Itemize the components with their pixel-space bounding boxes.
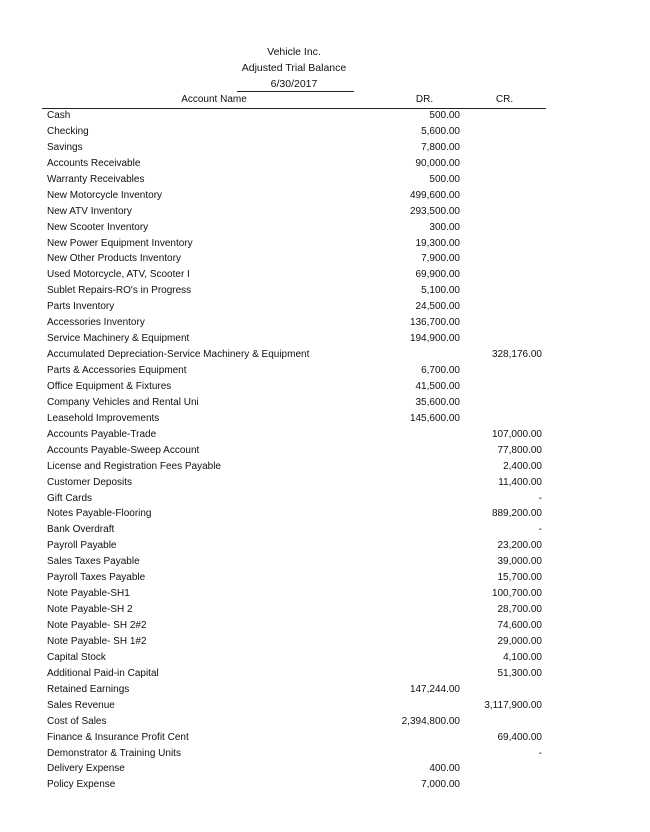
table-row	[0, 730, 650, 746]
credit-amount: 23,200.00	[497, 540, 542, 552]
credit-amount: 11,400.00	[498, 476, 542, 488]
table-row	[0, 443, 650, 459]
credit-amount: 15,700.00	[497, 572, 542, 584]
account-name: Accessories Inventory	[47, 317, 145, 329]
account-name: License and Registration Fees Payable	[47, 460, 221, 472]
account-name: Parts & Accessories Equipment	[47, 365, 187, 376]
debit-amount: 41,500.00	[415, 380, 460, 392]
debit-amount: 500.00	[429, 110, 460, 121]
date-underline	[237, 91, 354, 92]
credit-amount: 69,400.00	[497, 731, 542, 743]
table-row	[0, 777, 650, 793]
table-row	[0, 714, 650, 730]
table-row	[0, 315, 650, 331]
account-name: Delivery Expense	[47, 763, 125, 775]
table-row	[0, 299, 650, 315]
account-rows	[0, 108, 650, 793]
credit-amount: 39,000.00	[497, 556, 542, 568]
account-name: Savings	[47, 141, 83, 153]
debit-amount: 7,800.00	[421, 141, 460, 153]
table-row	[0, 634, 650, 650]
account-name: Cost of Sales	[47, 715, 107, 727]
debit-amount: 2,394,800.00	[401, 715, 460, 727]
table-row	[0, 172, 650, 188]
account-name: Accounts Payable-Sweep Account	[47, 444, 200, 456]
table-row	[0, 251, 650, 267]
debit-amount: 6,700.00	[421, 365, 460, 376]
report-title: Adjusted Trial Balance	[241, 62, 347, 74]
company-name: Vehicle Inc.	[267, 46, 321, 58]
table-row	[0, 586, 650, 602]
debit-amount: 24,500.00	[415, 301, 460, 313]
table-row	[0, 522, 650, 538]
table-row	[0, 347, 650, 363]
credit-amount: -	[538, 747, 542, 759]
debit-amount: 7,900.00	[421, 253, 460, 265]
debit-amount: 194,900.00	[409, 333, 460, 345]
table-row	[0, 283, 650, 299]
table-row	[0, 682, 650, 698]
table-row	[0, 427, 650, 443]
table-row	[0, 746, 650, 762]
account-name: Accumulated Depreciation-Service Machinery & Equipment	[47, 349, 310, 361]
account-name: Company Vehicles and Rental Uni	[47, 396, 199, 408]
table-row	[0, 459, 650, 475]
account-name: Additional Paid-in Capital	[47, 667, 159, 679]
account-name: New Power Equipment Inventory	[47, 237, 193, 249]
debit-amount: 90,000.00	[415, 157, 460, 169]
credit-amount: 889,200.00	[491, 508, 542, 520]
account-name: Used Motorcycle, ATV, Scooter I	[47, 269, 190, 281]
table-row	[0, 124, 650, 140]
account-name: Leasehold Improvements	[47, 412, 160, 424]
table-row	[0, 395, 650, 411]
debit-amount: 69,900.00	[415, 269, 460, 281]
table-row	[0, 698, 650, 714]
credit-amount: 3,117,900.00	[484, 699, 542, 711]
account-name: Customer Deposits	[47, 476, 133, 488]
account-name: New ATV Inventory	[47, 205, 132, 217]
credit-amount: 4,100.00	[503, 651, 542, 663]
table-row	[0, 506, 650, 522]
column-header-account-name: Account Name	[181, 94, 247, 105]
account-name: Sales Taxes Payable	[47, 556, 140, 568]
account-name: Capital Stock	[47, 651, 106, 663]
credit-amount: 100,700.00	[491, 588, 542, 600]
credit-amount: 107,000.00	[491, 428, 542, 440]
debit-amount: 499,600.00	[409, 189, 460, 201]
account-name: Note Payable- SH 2#2	[47, 620, 147, 631]
debit-amount: 147,244.00	[409, 683, 460, 695]
table-row	[0, 140, 650, 156]
debit-amount: 19,300.00	[415, 237, 460, 249]
account-name: Sublet Repairs-RO's in Progress	[47, 285, 192, 297]
table-row	[0, 761, 650, 777]
table-row	[0, 156, 650, 172]
account-name: Parts Inventory	[47, 301, 115, 313]
credit-amount: 328,176.00	[491, 349, 542, 361]
account-name: Service Machinery & Equipment	[47, 333, 190, 345]
credit-amount: 74,600.00	[497, 620, 542, 631]
table-row	[0, 363, 650, 379]
account-name: Office Equipment & Fixtures	[47, 380, 172, 392]
account-name: Payroll Payable	[47, 540, 117, 552]
account-name: Sales Revenue	[47, 699, 115, 711]
account-name: Demonstrator & Training Units	[47, 747, 181, 759]
account-name: Note Payable-SH 2	[47, 604, 133, 616]
account-name: Retained Earnings	[47, 683, 130, 695]
credit-amount: 77,800.00	[497, 444, 542, 456]
account-name: Accounts Receivable	[47, 157, 141, 169]
table-row	[0, 108, 650, 124]
account-name: Gift Cards	[47, 492, 93, 504]
account-name: Policy Expense	[47, 779, 116, 791]
account-name: New Scooter Inventory	[47, 221, 149, 233]
account-name: Finance & Insurance Profit Cent	[47, 731, 189, 743]
credit-amount: -	[538, 492, 542, 504]
table-row	[0, 491, 650, 507]
table-row	[0, 538, 650, 554]
account-name: Notes Payable-Flooring	[47, 508, 152, 520]
credit-amount: 29,000.00	[497, 635, 542, 647]
table-row	[0, 618, 650, 634]
table-row	[0, 666, 650, 682]
table-row	[0, 475, 650, 491]
report-date: 6/30/2017	[270, 78, 318, 90]
debit-amount: 293,500.00	[409, 205, 460, 217]
account-name: Checking	[47, 125, 89, 137]
credit-amount: -	[538, 524, 542, 536]
debit-amount: 5,100.00	[421, 285, 460, 297]
account-name: Bank Overdraft	[47, 524, 115, 536]
table-row	[0, 570, 650, 586]
credit-amount: 28,700.00	[497, 604, 542, 616]
account-name: Cash	[47, 110, 71, 121]
account-name: Accounts Payable-Trade	[47, 428, 157, 440]
account-name: Note Payable-SH1	[47, 588, 130, 600]
debit-amount: 7,000.00	[421, 779, 460, 791]
debit-amount: 136,700.00	[409, 317, 460, 329]
debit-amount: 500.00	[429, 173, 460, 185]
table-row	[0, 379, 650, 395]
debit-amount: 145,600.00	[409, 412, 460, 424]
account-name: Note Payable- SH 1#2	[47, 635, 147, 647]
account-name: Warranty Receivables	[47, 173, 145, 185]
debit-amount: 400.00	[429, 763, 460, 775]
debit-amount: 300.00	[429, 221, 460, 233]
table-row	[0, 554, 650, 570]
table-row	[0, 204, 650, 220]
debit-amount: 35,600.00	[415, 396, 460, 408]
table-row	[0, 236, 650, 252]
table-row	[0, 267, 650, 283]
table-row	[0, 331, 650, 347]
credit-amount: 51,300.00	[497, 667, 542, 679]
credit-amount: 2,400.00	[503, 460, 542, 472]
table-row	[0, 650, 650, 666]
account-name: Payroll Taxes Payable	[47, 572, 146, 584]
column-header-debit: DR.	[415, 94, 434, 105]
account-name: New Other Products Inventory	[47, 253, 181, 265]
table-row	[0, 411, 650, 427]
column-header-credit: CR.	[495, 94, 514, 105]
account-name: New Motorcycle Inventory	[47, 189, 163, 201]
debit-amount: 5,600.00	[421, 125, 460, 137]
table-row	[0, 220, 650, 236]
table-row	[0, 602, 650, 618]
table-row	[0, 188, 650, 204]
